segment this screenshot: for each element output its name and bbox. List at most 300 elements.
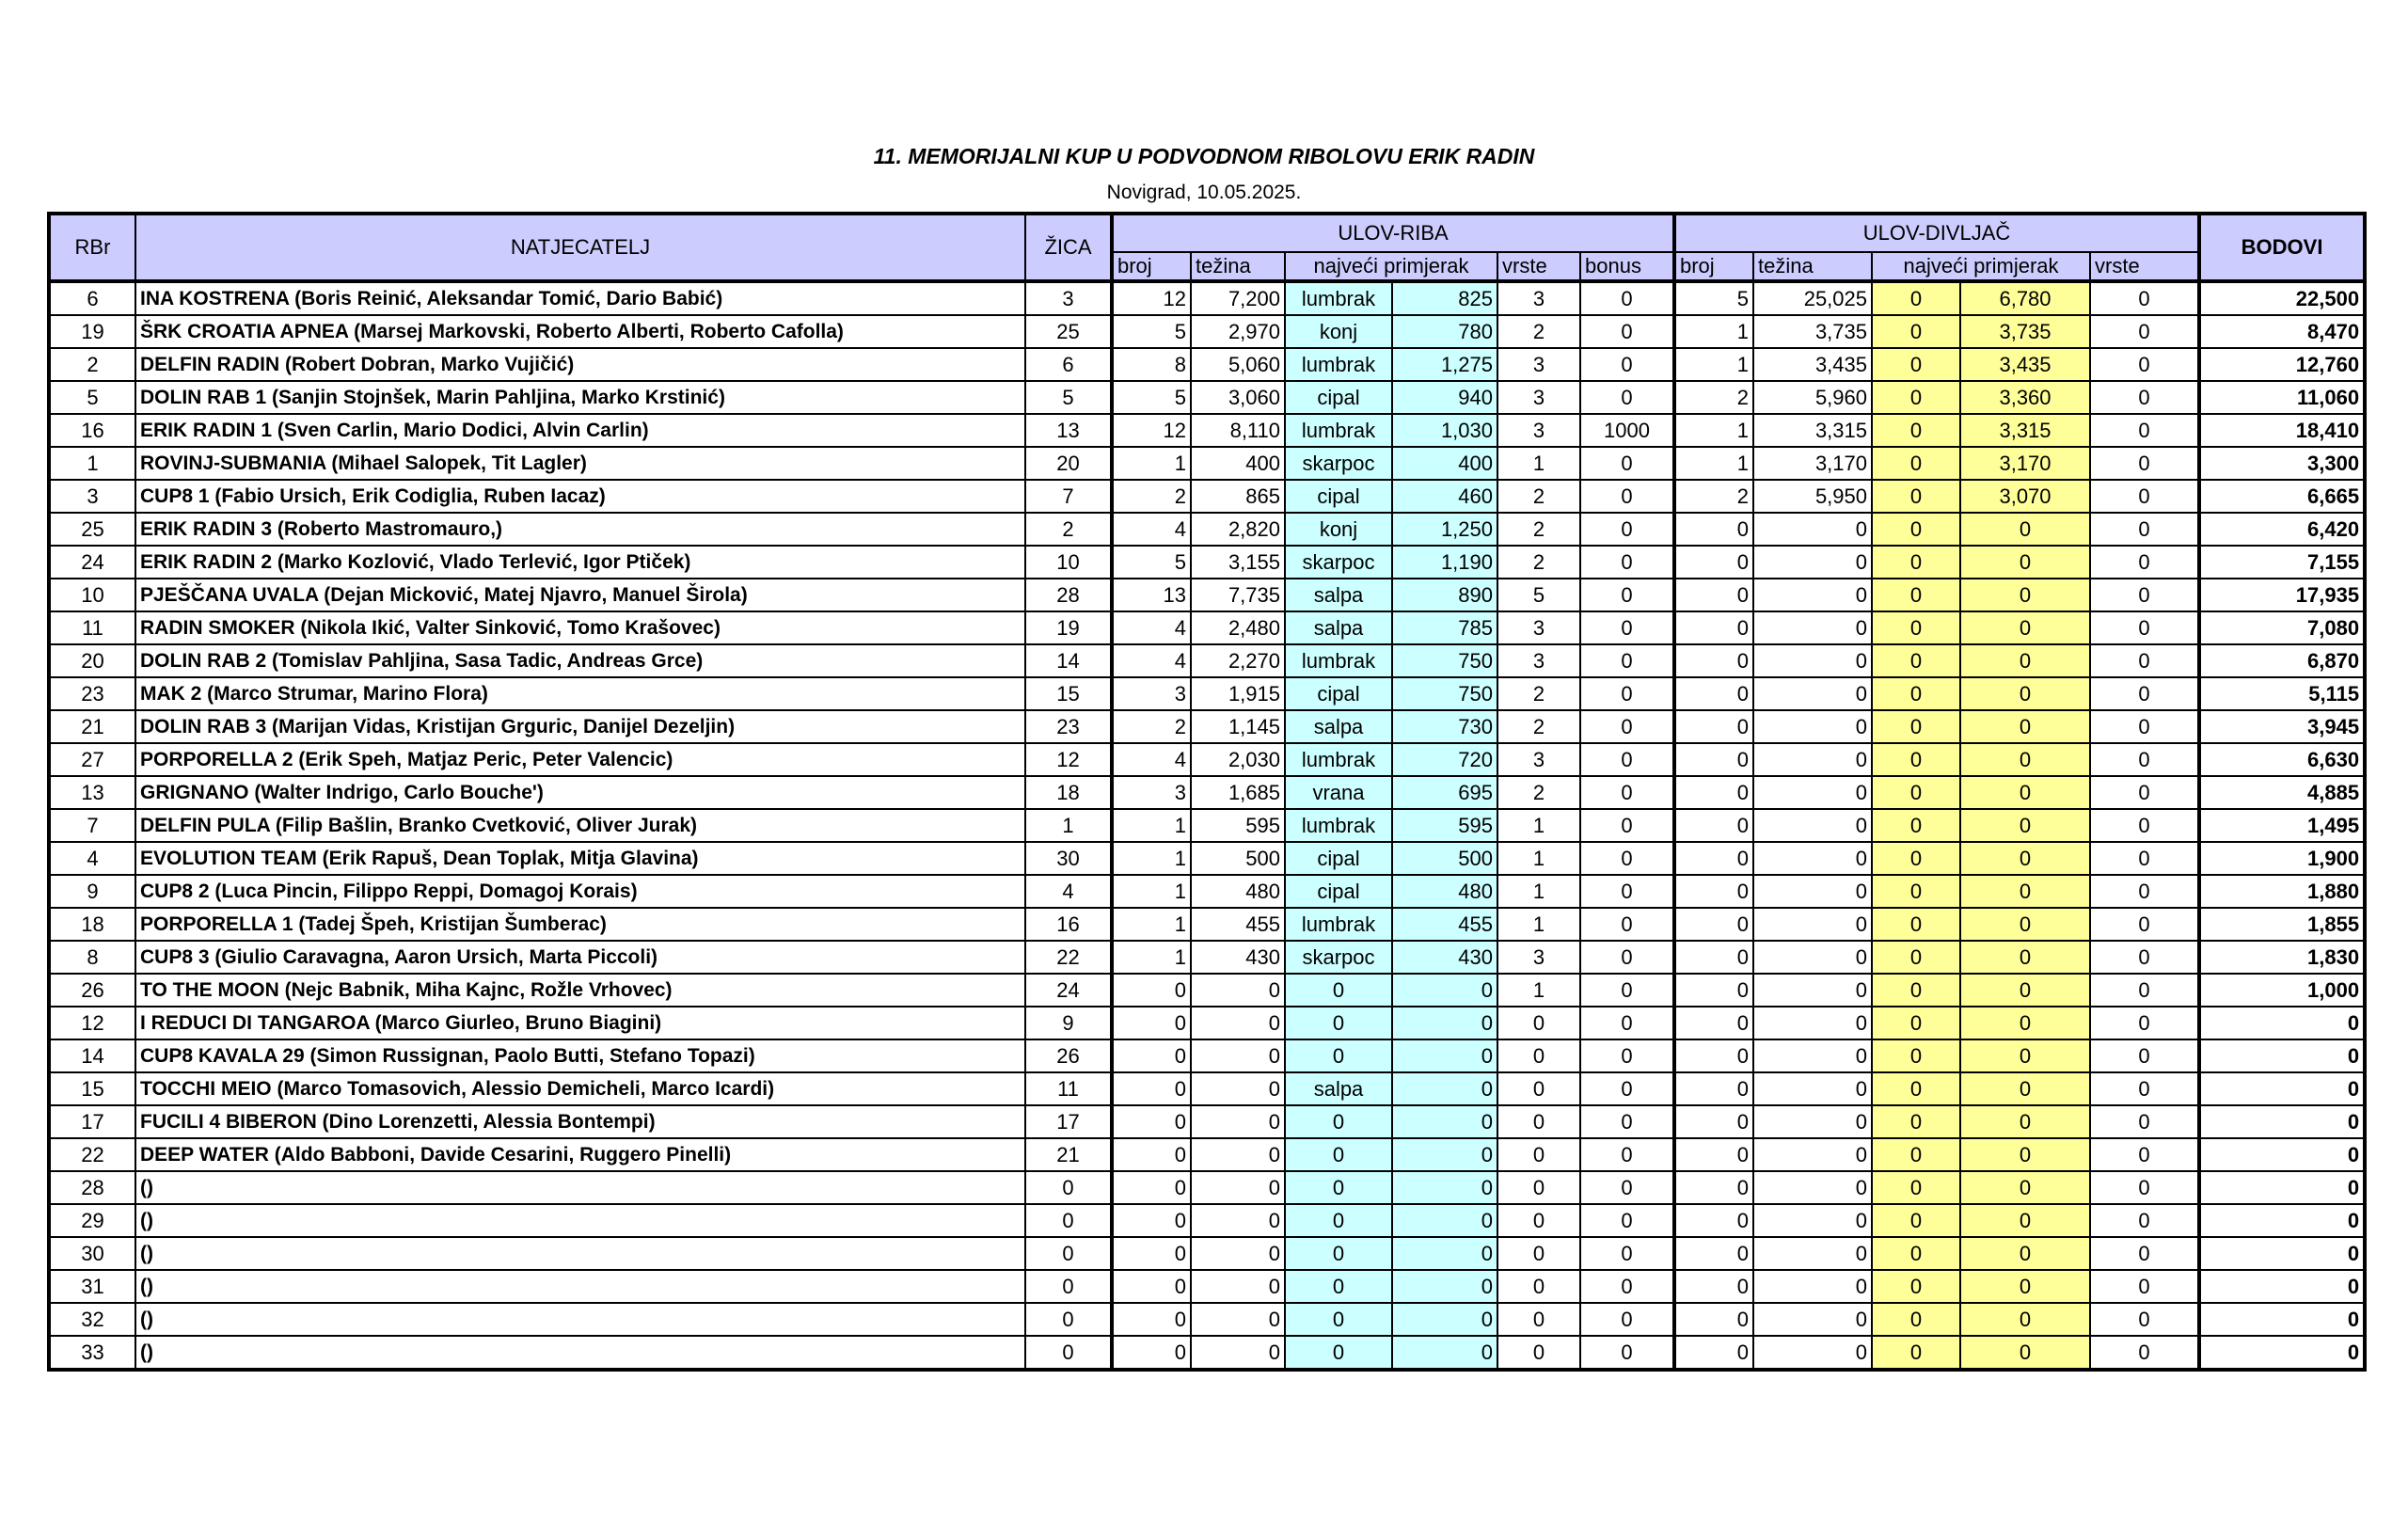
cell-riba-bonus: 0 (1580, 941, 1674, 974)
cell-riba-najveci: 720 (1392, 743, 1497, 776)
cell-zica: 20 (1025, 447, 1112, 480)
cell-riba-najveci: 695 (1392, 776, 1497, 809)
cell-riba-vrste: 0 (1497, 1105, 1580, 1138)
cell-natjecatelj: PJEŠČANA UVALA (Dejan Micković, Matej Njavro, Manuel Širola) (135, 579, 1025, 611)
cell-riba-najveci: 0 (1392, 974, 1497, 1007)
cell-divljac-tezina: 3,735 (1753, 315, 1872, 348)
cell-riba-vrsta: skarpoc (1285, 546, 1392, 579)
cell-divljac-tezina: 0 (1753, 710, 1872, 743)
cell-riba-bonus: 0 (1580, 579, 1674, 611)
cell-riba-tezina: 0 (1191, 1237, 1285, 1270)
table-row (49, 281, 2365, 315)
cell-riba-tezina: 2,480 (1191, 611, 1285, 644)
cell-bodovi: 0 (2199, 1303, 2365, 1336)
cell-divljac-tezina: 0 (1753, 875, 1872, 908)
cell-divljac-tezina: 0 (1753, 1204, 1872, 1237)
cell-riba-vrsta: 0 (1285, 1105, 1392, 1138)
cell-riba-vrste: 1 (1497, 447, 1580, 480)
cell-divljac-vrsta: 0 (1872, 875, 1960, 908)
cell-zica: 1 (1025, 809, 1112, 842)
table-row (49, 677, 2365, 710)
cell-riba-vrsta: 0 (1285, 1270, 1392, 1303)
cell-divljac-tezina: 3,315 (1753, 414, 1872, 447)
cell-natjecatelj: DOLIN RAB 1 (Sanjin Stojnšek, Marin Pahljina, Marko Krstinić) (135, 381, 1025, 414)
results-table (47, 212, 2367, 1372)
cell-zica: 6 (1025, 348, 1112, 381)
cell-rbr: 6 (49, 281, 135, 315)
cell-natjecatelj: () (135, 1303, 1025, 1336)
document-subtitle: Novigrad, 10.05.2025. (1106, 182, 1302, 203)
cell-riba-broj: 1 (1112, 908, 1191, 941)
cell-bodovi: 6,665 (2199, 480, 2365, 513)
cell-divljac-vrste: 0 (2090, 677, 2199, 710)
cell-riba-najveci: 730 (1392, 710, 1497, 743)
cell-rbr: 19 (49, 315, 135, 348)
cell-divljac-vrste: 0 (2090, 908, 2199, 941)
table-row (49, 908, 2365, 941)
header-zica: ŽICA (1025, 214, 1112, 281)
cell-divljac-tezina: 0 (1753, 1105, 1872, 1138)
cell-divljac-najveci: 3,435 (1960, 348, 2090, 381)
cell-divljac-najveci: 0 (1960, 1270, 2090, 1303)
cell-divljac-vrste: 0 (2090, 315, 2199, 348)
cell-zica: 5 (1025, 381, 1112, 414)
cell-divljac-broj: 0 (1674, 1072, 1753, 1105)
cell-bodovi: 7,155 (2199, 546, 2365, 579)
cell-riba-bonus: 0 (1580, 447, 1674, 480)
cell-rbr: 15 (49, 1072, 135, 1105)
cell-bodovi: 0 (2199, 1039, 2365, 1072)
cell-rbr: 12 (49, 1007, 135, 1039)
cell-natjecatelj: ŠRK CROATIA APNEA (Marsej Markovski, Roberto Alberti, Roberto Cafolla) (135, 315, 1025, 348)
cell-bodovi: 3,945 (2199, 710, 2365, 743)
cell-riba-tezina: 2,820 (1191, 513, 1285, 546)
cell-rbr: 11 (49, 611, 135, 644)
cell-riba-broj: 0 (1112, 974, 1191, 1007)
table-row (49, 1303, 2365, 1336)
cell-rbr: 10 (49, 579, 135, 611)
cell-riba-vrsta: 0 (1285, 1204, 1392, 1237)
cell-riba-vrste: 2 (1497, 546, 1580, 579)
cell-rbr: 13 (49, 776, 135, 809)
cell-divljac-vrsta: 0 (1872, 281, 1960, 315)
table-row (49, 1336, 2365, 1370)
cell-riba-bonus: 0 (1580, 611, 1674, 644)
cell-riba-vrsta: 0 (1285, 1336, 1392, 1370)
cell-divljac-vrsta: 0 (1872, 480, 1960, 513)
cell-riba-tezina: 865 (1191, 480, 1285, 513)
cell-divljac-broj: 0 (1674, 1303, 1753, 1336)
cell-riba-broj: 0 (1112, 1270, 1191, 1303)
cell-riba-tezina: 2,030 (1191, 743, 1285, 776)
cell-riba-broj: 1 (1112, 842, 1191, 875)
cell-riba-vrsta: salpa (1285, 579, 1392, 611)
cell-riba-vrste: 2 (1497, 776, 1580, 809)
cell-divljac-broj: 0 (1674, 1007, 1753, 1039)
cell-zica: 15 (1025, 677, 1112, 710)
table-row (49, 546, 2365, 579)
header-natjecatelj: NATJECATELJ (135, 214, 1025, 281)
cell-riba-najveci: 0 (1392, 1171, 1497, 1204)
cell-rbr: 22 (49, 1138, 135, 1171)
table-row (49, 974, 2365, 1007)
cell-divljac-tezina: 0 (1753, 579, 1872, 611)
table-row (49, 1138, 2365, 1171)
cell-divljac-vrste: 0 (2090, 809, 2199, 842)
cell-riba-vrsta: lumbrak (1285, 348, 1392, 381)
cell-riba-vrste: 0 (1497, 1072, 1580, 1105)
cell-divljac-broj: 0 (1674, 1138, 1753, 1171)
cell-riba-najveci: 0 (1392, 1039, 1497, 1072)
cell-riba-bonus: 0 (1580, 776, 1674, 809)
cell-divljac-broj: 0 (1674, 513, 1753, 546)
table-row (49, 611, 2365, 644)
cell-divljac-najveci: 6,780 (1960, 281, 2090, 315)
cell-riba-broj: 12 (1112, 281, 1191, 315)
cell-rbr: 30 (49, 1237, 135, 1270)
cell-riba-vrsta: salpa (1285, 710, 1392, 743)
cell-natjecatelj: ERIK RADIN 2 (Marko Kozlović, Vlado Terlević, Igor Ptiček) (135, 546, 1025, 579)
cell-riba-vrste: 5 (1497, 579, 1580, 611)
cell-riba-vrsta: cipal (1285, 842, 1392, 875)
header-ulov-riba: ULOV-RIBA (1112, 214, 1674, 252)
cell-divljac-najveci: 0 (1960, 1007, 2090, 1039)
cell-rbr: 5 (49, 381, 135, 414)
table-row (49, 480, 2365, 513)
cell-riba-vrste: 3 (1497, 381, 1580, 414)
cell-rbr: 1 (49, 447, 135, 480)
cell-divljac-vrste: 0 (2090, 1039, 2199, 1072)
cell-riba-vrsta: lumbrak (1285, 281, 1392, 315)
cell-riba-bonus: 0 (1580, 743, 1674, 776)
cell-divljac-najveci: 0 (1960, 1336, 2090, 1370)
cell-zica: 0 (1025, 1171, 1112, 1204)
cell-riba-tezina: 7,200 (1191, 281, 1285, 315)
cell-riba-broj: 0 (1112, 1072, 1191, 1105)
cell-natjecatelj: () (135, 1336, 1025, 1370)
cell-divljac-najveci: 0 (1960, 941, 2090, 974)
document-title: 11. MEMORIJALNI KUP U PODVODNOM RIBOLOVU ERIK RADIN (873, 144, 1535, 168)
table-row (49, 579, 2365, 611)
cell-riba-broj: 13 (1112, 579, 1191, 611)
cell-divljac-broj: 1 (1674, 447, 1753, 480)
cell-riba-vrsta: 0 (1285, 1138, 1392, 1171)
cell-divljac-tezina: 0 (1753, 809, 1872, 842)
cell-riba-bonus: 0 (1580, 1204, 1674, 1237)
cell-divljac-tezina: 0 (1753, 842, 1872, 875)
cell-riba-bonus: 0 (1580, 908, 1674, 941)
cell-bodovi: 0 (2199, 1171, 2365, 1204)
cell-riba-vrste: 0 (1497, 1303, 1580, 1336)
cell-rbr: 8 (49, 941, 135, 974)
cell-divljac-tezina: 0 (1753, 1237, 1872, 1270)
cell-riba-najveci: 780 (1392, 315, 1497, 348)
cell-bodovi: 6,630 (2199, 743, 2365, 776)
cell-divljac-broj: 0 (1674, 941, 1753, 974)
header-divljac-tezina: težina (1753, 252, 1872, 281)
cell-riba-bonus: 0 (1580, 1171, 1674, 1204)
cell-bodovi: 4,885 (2199, 776, 2365, 809)
cell-divljac-tezina: 0 (1753, 1072, 1872, 1105)
cell-riba-broj: 4 (1112, 644, 1191, 677)
cell-zica: 21 (1025, 1138, 1112, 1171)
cell-natjecatelj: ROVINJ-SUBMANIA (Mihael Salopek, Tit Lagler) (135, 447, 1025, 480)
cell-zica: 11 (1025, 1072, 1112, 1105)
cell-riba-bonus: 0 (1580, 875, 1674, 908)
cell-divljac-vrsta: 0 (1872, 908, 1960, 941)
cell-riba-bonus: 0 (1580, 281, 1674, 315)
cell-bodovi: 8,470 (2199, 315, 2365, 348)
cell-riba-bonus: 0 (1580, 480, 1674, 513)
cell-riba-bonus: 0 (1580, 1007, 1674, 1039)
cell-rbr: 20 (49, 644, 135, 677)
cell-divljac-tezina: 0 (1753, 776, 1872, 809)
table-row (49, 1105, 2365, 1138)
cell-riba-tezina: 1,685 (1191, 776, 1285, 809)
cell-divljac-vrste: 0 (2090, 281, 2199, 315)
cell-riba-broj: 0 (1112, 1039, 1191, 1072)
table-row (49, 743, 2365, 776)
cell-rbr: 18 (49, 908, 135, 941)
cell-natjecatelj: () (135, 1204, 1025, 1237)
table-row (49, 414, 2365, 447)
cell-zica: 18 (1025, 776, 1112, 809)
cell-divljac-tezina: 0 (1753, 908, 1872, 941)
cell-divljac-vrsta: 0 (1872, 1237, 1960, 1270)
cell-divljac-vrsta: 0 (1872, 315, 1960, 348)
cell-riba-vrste: 0 (1497, 1171, 1580, 1204)
cell-riba-bonus: 0 (1580, 1303, 1674, 1336)
cell-divljac-tezina: 0 (1753, 1138, 1872, 1171)
cell-bodovi: 7,080 (2199, 611, 2365, 644)
cell-divljac-broj: 0 (1674, 677, 1753, 710)
cell-riba-najveci: 0 (1392, 1237, 1497, 1270)
table-header (49, 214, 2365, 281)
cell-divljac-tezina: 0 (1753, 1270, 1872, 1303)
cell-riba-broj: 0 (1112, 1336, 1191, 1370)
cell-riba-bonus: 0 (1580, 513, 1674, 546)
cell-divljac-broj: 5 (1674, 281, 1753, 315)
header-riba-broj: broj (1112, 252, 1191, 281)
cell-bodovi: 0 (2199, 1105, 2365, 1138)
cell-bodovi: 0 (2199, 1138, 2365, 1171)
cell-divljac-vrsta: 0 (1872, 677, 1960, 710)
cell-divljac-broj: 0 (1674, 546, 1753, 579)
cell-divljac-broj: 0 (1674, 644, 1753, 677)
cell-riba-vrsta: cipal (1285, 381, 1392, 414)
cell-divljac-vrsta: 0 (1872, 842, 1960, 875)
table-row (49, 710, 2365, 743)
cell-riba-tezina: 0 (1191, 1270, 1285, 1303)
cell-riba-vrsta: vrana (1285, 776, 1392, 809)
table-row (49, 842, 2365, 875)
cell-rbr: 31 (49, 1270, 135, 1303)
cell-riba-tezina: 0 (1191, 1138, 1285, 1171)
cell-divljac-tezina: 0 (1753, 611, 1872, 644)
cell-divljac-najveci: 3,735 (1960, 315, 2090, 348)
table-row (49, 1237, 2365, 1270)
cell-riba-bonus: 0 (1580, 546, 1674, 579)
cell-riba-broj: 1 (1112, 447, 1191, 480)
cell-divljac-najveci: 0 (1960, 809, 2090, 842)
cell-divljac-vrsta: 0 (1872, 348, 1960, 381)
table-row (49, 1204, 2365, 1237)
cell-rbr: 4 (49, 842, 135, 875)
cell-riba-bonus: 0 (1580, 1138, 1674, 1171)
header-rbr: RBr (49, 214, 135, 281)
cell-divljac-najveci: 0 (1960, 875, 2090, 908)
cell-divljac-broj: 0 (1674, 579, 1753, 611)
cell-riba-vrsta: 0 (1285, 1171, 1392, 1204)
cell-divljac-broj: 0 (1674, 974, 1753, 1007)
cell-riba-tezina: 0 (1191, 1204, 1285, 1237)
cell-riba-broj: 4 (1112, 513, 1191, 546)
cell-riba-broj: 0 (1112, 1138, 1191, 1171)
cell-divljac-broj: 2 (1674, 381, 1753, 414)
cell-divljac-vrsta: 0 (1872, 579, 1960, 611)
cell-divljac-najveci: 0 (1960, 974, 2090, 1007)
cell-natjecatelj: DOLIN RAB 3 (Marijan Vidas, Kristijan Grguric, Danijel Dezeljin) (135, 710, 1025, 743)
cell-riba-broj: 5 (1112, 381, 1191, 414)
cell-divljac-vrsta: 0 (1872, 941, 1960, 974)
cell-riba-bonus: 0 (1580, 677, 1674, 710)
cell-riba-broj: 8 (1112, 348, 1191, 381)
cell-natjecatelj: FUCILI 4 BIBERON (Dino Lorenzetti, Alessia Bontempi) (135, 1105, 1025, 1138)
cell-divljac-vrste: 0 (2090, 644, 2199, 677)
cell-riba-vrsta: konj (1285, 513, 1392, 546)
cell-divljac-tezina: 0 (1753, 1039, 1872, 1072)
cell-bodovi: 17,935 (2199, 579, 2365, 611)
cell-riba-vrste: 0 (1497, 1039, 1580, 1072)
cell-natjecatelj: TOCCHI MEIO (Marco Tomasovich, Alessio Demicheli, Marco Icardi) (135, 1072, 1025, 1105)
cell-riba-vrsta: skarpoc (1285, 941, 1392, 974)
cell-divljac-vrste: 0 (2090, 875, 2199, 908)
cell-divljac-vrsta: 0 (1872, 513, 1960, 546)
cell-riba-vrsta: skarpoc (1285, 447, 1392, 480)
cell-riba-vrsta: salpa (1285, 1072, 1392, 1105)
cell-riba-najveci: 750 (1392, 644, 1497, 677)
cell-natjecatelj: ERIK RADIN 1 (Sven Carlin, Mario Dodici, Alvin Carlin) (135, 414, 1025, 447)
cell-zica: 16 (1025, 908, 1112, 941)
cell-riba-vrste: 3 (1497, 348, 1580, 381)
cell-riba-broj: 1 (1112, 809, 1191, 842)
cell-divljac-vrsta: 0 (1872, 1303, 1960, 1336)
table-row (49, 315, 2365, 348)
cell-natjecatelj: MAK 2 (Marco Strumar, Marino Flora) (135, 677, 1025, 710)
cell-riba-najveci: 940 (1392, 381, 1497, 414)
cell-divljac-najveci: 0 (1960, 513, 2090, 546)
cell-bodovi: 0 (2199, 1237, 2365, 1270)
cell-riba-tezina: 1,145 (1191, 710, 1285, 743)
cell-riba-vrste: 3 (1497, 941, 1580, 974)
cell-riba-broj: 2 (1112, 480, 1191, 513)
cell-divljac-broj: 0 (1674, 875, 1753, 908)
cell-natjecatelj: TO THE MOON (Nejc Babnik, Miha Kajnc, Rožle Vrhovec) (135, 974, 1025, 1007)
cell-riba-tezina: 480 (1191, 875, 1285, 908)
cell-riba-najveci: 1,030 (1392, 414, 1497, 447)
cell-riba-bonus: 0 (1580, 644, 1674, 677)
cell-divljac-vrste: 0 (2090, 1138, 2199, 1171)
cell-riba-vrsta: 0 (1285, 1007, 1392, 1039)
cell-bodovi: 12,760 (2199, 348, 2365, 381)
cell-riba-bonus: 0 (1580, 842, 1674, 875)
cell-zica: 24 (1025, 974, 1112, 1007)
cell-riba-broj: 0 (1112, 1171, 1191, 1204)
cell-rbr: 16 (49, 414, 135, 447)
cell-rbr: 32 (49, 1303, 135, 1336)
cell-zica: 0 (1025, 1303, 1112, 1336)
cell-riba-tezina: 595 (1191, 809, 1285, 842)
cell-divljac-najveci: 0 (1960, 611, 2090, 644)
cell-riba-tezina: 0 (1191, 1007, 1285, 1039)
cell-bodovi: 0 (2199, 1007, 2365, 1039)
cell-riba-bonus: 0 (1580, 348, 1674, 381)
cell-bodovi: 1,495 (2199, 809, 2365, 842)
cell-bodovi: 1,830 (2199, 941, 2365, 974)
cell-divljac-vrsta: 0 (1872, 414, 1960, 447)
table-row (49, 809, 2365, 842)
table-row (49, 447, 2365, 480)
cell-natjecatelj: GRIGNANO (Walter Indrigo, Carlo Bouche') (135, 776, 1025, 809)
cell-natjecatelj: DEEP WATER (Aldo Babboni, Davide Cesarini, Ruggero Pinelli) (135, 1138, 1025, 1171)
cell-divljac-vrsta: 0 (1872, 546, 1960, 579)
cell-rbr: 26 (49, 974, 135, 1007)
cell-divljac-vrste: 0 (2090, 842, 2199, 875)
cell-divljac-vrste: 0 (2090, 348, 2199, 381)
cell-zica: 30 (1025, 842, 1112, 875)
cell-zica: 25 (1025, 315, 1112, 348)
cell-divljac-vrsta: 0 (1872, 1336, 1960, 1370)
cell-zica: 9 (1025, 1007, 1112, 1039)
cell-riba-najveci: 0 (1392, 1105, 1497, 1138)
cell-natjecatelj: () (135, 1237, 1025, 1270)
cell-riba-bonus: 0 (1580, 1105, 1674, 1138)
cell-riba-najveci: 400 (1392, 447, 1497, 480)
cell-divljac-tezina: 0 (1753, 1303, 1872, 1336)
cell-zica: 22 (1025, 941, 1112, 974)
cell-rbr: 29 (49, 1204, 135, 1237)
cell-riba-bonus: 0 (1580, 381, 1674, 414)
cell-divljac-najveci: 0 (1960, 842, 2090, 875)
cell-divljac-vrste: 0 (2090, 1007, 2199, 1039)
cell-zica: 26 (1025, 1039, 1112, 1072)
cell-natjecatelj: ERIK RADIN 3 (Roberto Mastromauro,) (135, 513, 1025, 546)
cell-natjecatelj: EVOLUTION TEAM (Erik Rapuš, Dean Toplak, Mitja Glavina) (135, 842, 1025, 875)
cell-divljac-vrste: 0 (2090, 546, 2199, 579)
cell-divljac-najveci: 0 (1960, 776, 2090, 809)
header-bodovi: BODOVI (2199, 214, 2365, 281)
cell-riba-najveci: 0 (1392, 1270, 1497, 1303)
cell-riba-najveci: 460 (1392, 480, 1497, 513)
cell-divljac-vrste: 0 (2090, 743, 2199, 776)
cell-riba-broj: 1 (1112, 941, 1191, 974)
cell-divljac-vrsta: 0 (1872, 809, 1960, 842)
cell-riba-tezina: 500 (1191, 842, 1285, 875)
header-riba-najveci: najveći primjerak (1285, 252, 1497, 281)
cell-riba-najveci: 0 (1392, 1336, 1497, 1370)
cell-riba-vrsta: lumbrak (1285, 908, 1392, 941)
cell-bodovi: 1,855 (2199, 908, 2365, 941)
cell-divljac-vrste: 0 (2090, 776, 2199, 809)
cell-divljac-vrste: 0 (2090, 513, 2199, 546)
cell-rbr: 2 (49, 348, 135, 381)
cell-riba-vrste: 2 (1497, 315, 1580, 348)
cell-divljac-tezina: 0 (1753, 743, 1872, 776)
cell-divljac-vrsta: 0 (1872, 743, 1960, 776)
cell-divljac-vrste: 0 (2090, 1105, 2199, 1138)
cell-riba-bonus: 0 (1580, 1039, 1674, 1072)
cell-divljac-tezina: 3,435 (1753, 348, 1872, 381)
